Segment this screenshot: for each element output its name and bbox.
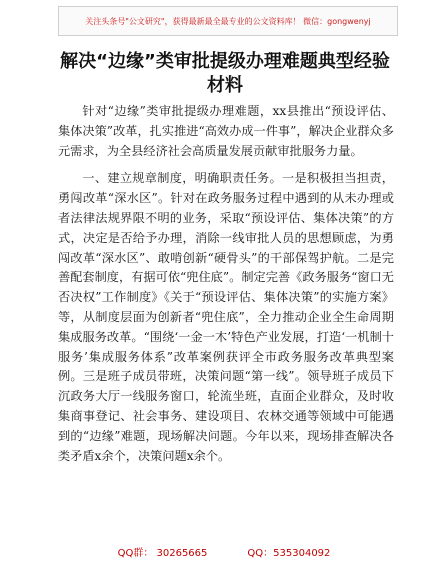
page-footer — [0, 544, 448, 559]
qq-contact-text: QQ：535304092 — [247, 548, 331, 559]
promo-banner-text: 关注头条号"公文研究"，获得最新最全最专业的公文资料库！ 微信：gongwenyj — [85, 16, 371, 26]
intro-paragraph: 针对“边缘”类审批提级办理难题，xx县推出“预设评估、集体决策”改革，扎实推进“高效办成一件事”，解决企业群众多元需求，为全县经济社会高质量发展贡献审批服务力量。 — [58, 104, 394, 158]
promo-banner[interactable] — [58, 6, 398, 36]
qq-group-text: QQ群： 30265665 — [117, 548, 208, 559]
document-body — [58, 102, 394, 466]
section-one-paragraph: 一、建立规章制度，明确职责任务。一是积极担当担责，勇闯改革“深水区”。针对在政务服务过程中遇到的从未办理或者法律法规界限不明的业务，采取“预设评估、集体决策”的方式，决定是否给予办理，消除一线审批人员的思想顾虑，为勇闯改革“深水区”、敢啃创新“硬骨头”的干部保驾护航。二是完善配套制度，有据可依“兜住底”。制定完善《政务服务“窗口无否决权”工作制度》《关于“预设评估、集体决策”的实施方案》等，从制度层面为创新者“兜住底”，全力推动企业全生命周期集成服务改革。“围绕‘一金一木’特色产业发展，打造‘一机制十服务’集成服务体系”改革案例获评全市政务服务改革典型案例。三是班子成员带班，决策问题“第一线”。领导班子成员下沉政务大厅一线服务窗口，轮流坐班，直面企业群众，及时收集商事登记、社会事务、建设项目、农林交通等领域中可能遇到的“边缘”难题，现场解决问题。今年以来，现场排查解决各类矛盾x余个，决策问题x余个。 — [58, 171, 394, 463]
document-title: 解决“边缘”类审批提级办理难题典型经验材料 — [60, 51, 390, 96]
